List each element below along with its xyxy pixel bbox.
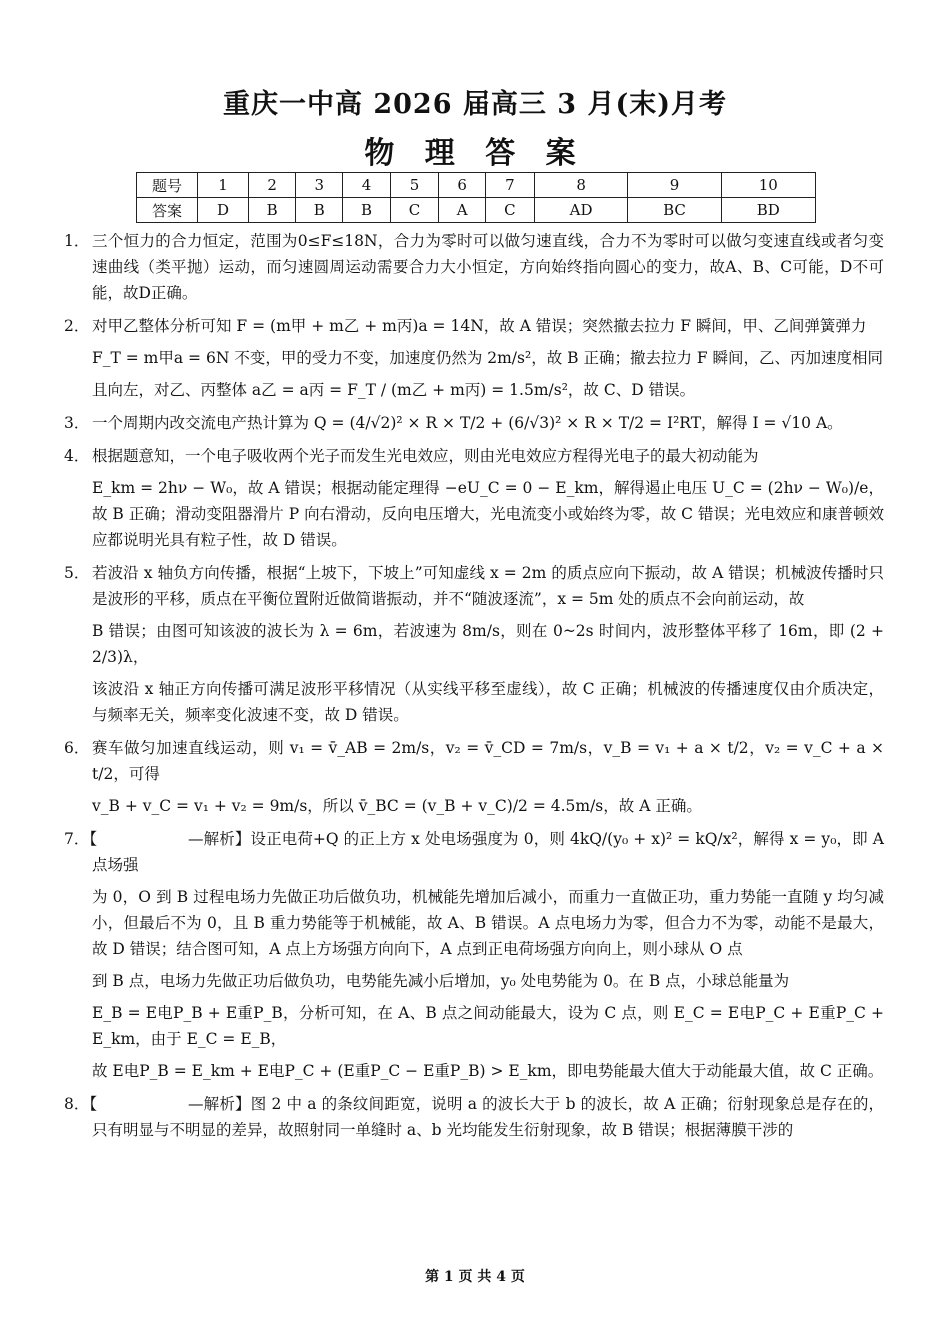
table-cell: AD	[534, 198, 628, 223]
solution-text: E_km = 2hν − W₀，故 A 错误；根据动能定理得 −eU_C = 0 − E_km，解得遏止电压 U_C = (2hν − W₀)/e，故 B 正确；滑动变阻器滑片 P 向右滑动，反向电压增大，光电流变小或始终为零，故 C 错误；光电效应和康普顿效应都说明光具有粒子性，故 D 错误。	[92, 479, 884, 549]
solution-item	[64, 443, 884, 553]
table-row-answers	[137, 198, 816, 223]
solution-item	[64, 1091, 884, 1143]
solution-text: 赛车做匀加速直线运动，则 v₁ = v̄_AB = 2m/s，v₂ = v̄_CD = 7m/s，v_B = v₁ + a × t/2，v₂ = v_C + a × t/2，可得	[92, 739, 884, 783]
solution-text: 一个周期内改交流电产热计算为 Q = (4/√2)² × R × T/2 + (6/√3)² × R × T/2 = I²RT，解得 I = √10 A。	[92, 414, 843, 432]
solution-text: F_T = m甲a = 6N 不变，甲的受力不变，加速度仍然为 2m/s²，故 B 正确；撤去拉力 F 瞬间，乙、丙加速度相同	[92, 349, 884, 367]
page-subtitle: 物 理 答 案	[364, 136, 586, 171]
table-cell: B	[296, 198, 343, 223]
solution-text: v_B + v_C = v₁ + v₂ = 9m/s，所以 v̄_BC = (v_B + v_C)/2 = 4.5m/s，故 A 正确。	[92, 797, 702, 815]
table-row-question-numbers	[137, 173, 816, 198]
solution-number: 1．	[64, 232, 90, 250]
solution-text: B 错误；由图可知该波的波长为 λ = 6m，若波速为 8m/s，则在 0~2s 时间内，波形整体平移了 16m，即 (2 + 2/3)λ，	[92, 622, 884, 666]
solution-number: 3．	[64, 414, 90, 432]
solution-number: 7．【	[64, 830, 98, 848]
table-cell: BD	[721, 198, 815, 223]
table-cell: 6	[439, 173, 485, 198]
solution-text: E_B = E电P_B + E重P_B，分析可知，在 A、B 点之间动能最大，设为 C 点，则 E_C = E电P_C + E重P_C + E_km，由于 E_C = E_B，	[92, 1004, 884, 1048]
solution-text: 对甲乙整体分析可知 F = (m甲 + m乙 + m丙)a = 14N，故 A 错误；突然撤去拉力 F 瞬间，甲、乙间弹簧弹力	[92, 317, 867, 335]
solution-text	[92, 826, 884, 878]
table-cell: D	[198, 198, 249, 223]
table-cell: B	[249, 198, 296, 223]
solution-text: 且向左，对乙、丙整体 a乙 = a丙 = F_T / (m乙 + m丙) = 1.5m/s²，故 C、D 错误。	[92, 381, 696, 399]
table-cell: 5	[390, 173, 439, 198]
solution-text: 为 0，O 到 B 过程电场力先做正功后做负功，机械能先增加后减小，而重力一直做正功，重力势能一直随 y 均匀减小，但最后不为 0，且 B 重力势能等于机械能，故 A、B 错误。A 点电场力为零，但合力不为零，动能不是最大，故 D 错误；结合图可知，A 点上方场强方向向下，A 点到正电荷场强方向向上，则小球从 O 点	[92, 888, 884, 958]
row-label-answer: 答案	[137, 198, 198, 223]
row-label-question: 题号	[137, 173, 198, 198]
solution-number: 6．	[64, 739, 90, 757]
solution-number: 5．	[64, 564, 90, 582]
answer-table	[136, 172, 816, 223]
solution-text-run: —解析】图 2 中 a 的条纹间距宽，说明 a 的波长大于 b 的波长，故 A 正确；衍射现象总是存在的，只有明显与不明显的差异，故照射同一单缝时 a、b 光均能发生衍射现象，故 B 错误；根据薄膜干涉的	[92, 1095, 884, 1139]
solution-number: 2．	[64, 317, 90, 335]
solution-item	[64, 410, 884, 436]
table-cell: 3	[296, 173, 343, 198]
table-cell: BC	[628, 198, 721, 223]
table-cell: A	[439, 198, 485, 223]
table-cell: B	[343, 198, 390, 223]
table-cell: 2	[249, 173, 296, 198]
solution-item	[64, 313, 884, 403]
table-cell: 8	[534, 173, 628, 198]
solution-number: 4．	[64, 447, 90, 465]
solution-item	[64, 560, 884, 728]
page-title: 重庆一中高 2026 届高三 3 月(末)月考	[222, 89, 728, 120]
table-cell: 4	[343, 173, 390, 198]
solution-text: 到 B 点，电场力先做正功后做负功，电势能先减小后增加，y₀ 处电势能为 0。在 B 点，小球总能量为	[92, 972, 790, 990]
table-cell: 10	[721, 173, 815, 198]
page-footer: 第 1 页 共 4 页	[425, 1269, 525, 1285]
solution-text	[92, 1091, 884, 1143]
solutions-list	[64, 228, 884, 1150]
table-cell: 7	[485, 173, 534, 198]
solution-text: 根据题意知，一个电子吸收两个光子而发生光电效应，则由光电效应方程得光电子的最大初动能为	[92, 447, 759, 465]
table-cell: 9	[628, 173, 721, 198]
solution-text: 若波沿 x 轴负方向传播，根据“上坡下，下坡上”可知虚线 x = 2m 的质点应向下振动，故 A 错误；机械波传播时只是波形的平移，质点在平衡位置附近做简谐振动，并不“随波逐流”，x = 5m 处的质点不会向前运动，故	[92, 564, 884, 608]
solution-item	[64, 735, 884, 819]
table-cell: C	[390, 198, 439, 223]
table-cell: C	[485, 198, 534, 223]
table-cell: 1	[198, 173, 249, 198]
solution-text: 该波沿 x 轴正方向传播可满足波形平移情况（从实线平移至虚线），故 C 正确；机械波的传播速度仅由介质决定，与频率无关，频率变化波速不变，故 D 错误。	[92, 680, 884, 724]
solution-item	[64, 826, 884, 1084]
solution-number: 8．【	[64, 1095, 98, 1113]
solution-text: 三个恒力的合力恒定，范围为0≤F≤18N，合力为零时可以做匀速直线，合力不为零时可以做匀变速直线或者匀变速曲线（类平抛）运动，而匀速圆周运动需要合力大小恒定，方向始终指向圆心的变力，故A、B、C可能，D不可能，故D正确。	[92, 232, 884, 302]
solution-item	[64, 228, 884, 306]
solution-text: 故 E电P_B = E_km + E电P_C + (E重P_C − E重P_B) > E_km，即电势能最大值大于动能最大值，故 C 正确。	[92, 1062, 884, 1080]
solution-text-run: —解析】设正电荷+Q 的正上方 x 处电场强度为 0，则 4kQ/(y₀ + x)² = kQ/x²，解得 x = y₀，即 A 点场强	[92, 830, 884, 874]
